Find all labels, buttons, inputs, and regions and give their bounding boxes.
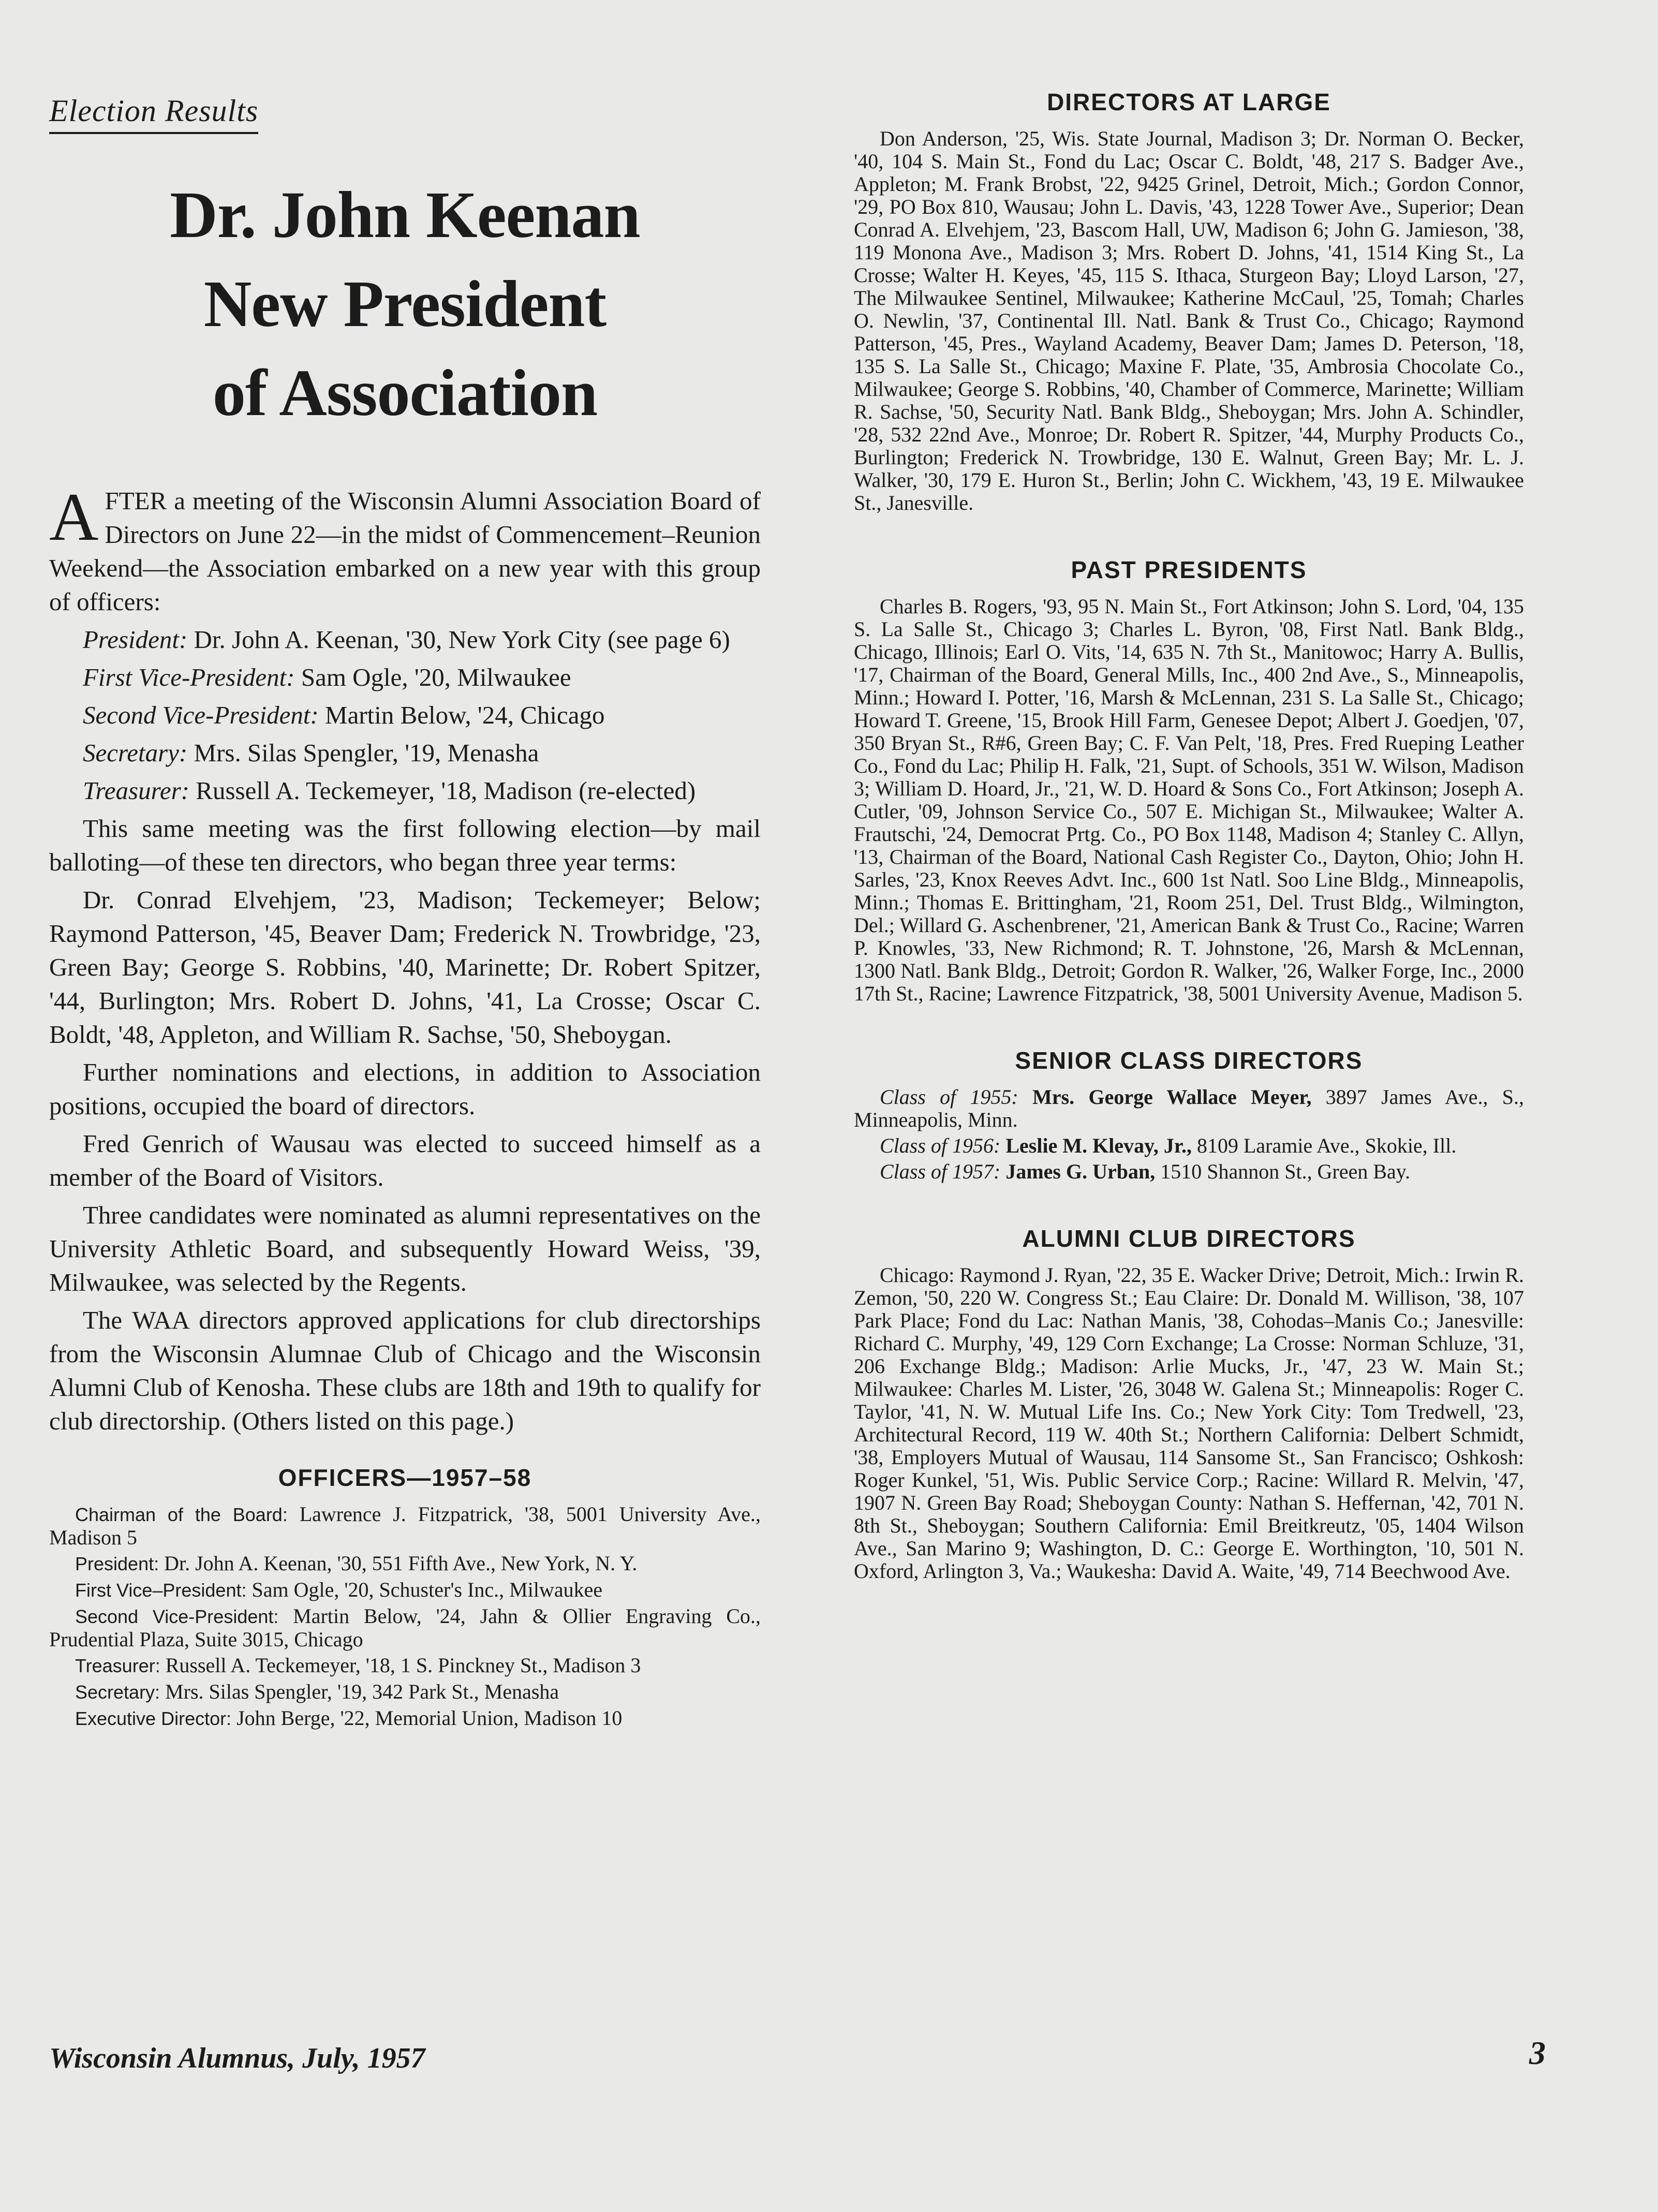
directors-at-large-text: Don Anderson, '25, Wis. State Journal, Madison 3; Dr. Norman O. Becker, '40, 104 S. Main St., Fond du Lac; Oscar C. Boldt, '48, 217 S. Badger Ave., Appleton; M. Frank Brobst, '22, 9425 Grinel, Detroit, Mich.; Gordon Connor, '29, PO Box 810, Wausau; John L. Davis, '43, 1228 Tower Ave., Superior; Dean Conrad A. Elvehjem, '23, Bascom Hall, UW, Madison 6; John G. Jamieson, '38, 119 Monona Ave., Madison 3; Mrs. Robert D. Johns, '41, 1514 King St., La Crosse; Walter H. Keyes, '45, 115 S. Ithaca, Sturgeon Bay; Lloyd Larson, '27, The Milwaukee Sentinel, Milwaukee; Katherine McCaul, '25, Tomah; Charles O. Newlin, '37, Continental Ill. Natl. Bank & Trust Co., Chicago; Raymond Patterson, '45, Pres., Wayland Academy, Beaver Dam; James D. Peterson, '18, 135 S. La Salle St., Chicago; Maxine F. Plate, '35, Ambrosia Chocolate Co., Milwaukee; George S. Robbins, '40, Chamber of Commerce, Marinette; William R. Sachse, '50, Security Natl. Bank Bldg., Sheboygan; Mrs. John A. Schindler, '28, 532 22nd Ave., Monroe; Dr. Robert R. Spitzer, '44, Murphy Products Co., Burlington; Frederick N. Trowbridge, 130 E. Walnut, Green Bay; Mr. L. J. Walker, '30, 179 E. Huron St., Berlin; John C. Wickhem, '43, 19 E. Milwaukee St., Janesville. <box>854 127 1524 514</box>
article-headline <box>49 170 761 437</box>
officer-entry <box>49 1579 761 1602</box>
intro-text: FTER a meeting of the Wisconsin Alumni Association Board of Directors on June 22—in the midst of Commencement–Reunion Weekend—the Association embarked on a new year with this group of officers: <box>49 486 761 616</box>
left-column <box>49 93 761 1733</box>
officer-entry-text: Lawrence J. Fitzpatrick, '38, 5001 University Ave., Madison 5 <box>49 1502 761 1549</box>
alumni-club-text: Chicago: Raymond J. Ryan, '22, 35 E. Wacker Drive; Detroit, Mich.: Irwin R. Zemon, '50, 220 W. Congress St.; Eau Claire: Dr. Donald M. Willison, '38, 107 Park Place; Fond du Lac: Nathan Manis, '38, Cohodas–Manis Co.; Janesville: Richard C. Murphy, '49, 129 Corn Exchange; La Crosse: Norman Schluze, '31, 206 Exchange Bldg.; Madison: Arlie Mucks, Jr., '47, 23 W. Main St.; Milwaukee: Charles M. Lister, '26, 3048 W. Galena St.; Minneapolis: Roger C. Taylor, '41, N. W. Mutual Life Ins. Co.; New York City: Tom Tredwell, '23, Architectural Record, 119 W. 40th St.; Northern California: Delbert Schmidt, '38, Employers Mutual of Wausau, 114 Sansome St., San Francisco; Oshkosh: Roger Kunkel, '51, Wis. Public Service Corp.; Racine: Willard R. Melvin, '47, 1907 N. Green Bay Road; Sheboygan County: Nathan S. Heffernan, '42, 701 N. 8th St., Sheboygan; Southern California: Emil Breitkreutz, '05, 1404 Wilson Ave., San Marino 9; Washington, D. C.: George E. Worthington, '10, 501 N. Oxford, Arlington 3, Va.; Waukesha: David A. Waite, '49, 714 Beechwood Ave. <box>854 1263 1524 1583</box>
officer-entry <box>49 1680 761 1704</box>
officer-entry <box>49 1605 761 1651</box>
officer-text: Martin Below, '24, Chicago <box>318 701 605 729</box>
officer-entry-text: Russell A. Teckemeyer, '18, 1 S. Pinckney St., Madison 3 <box>165 1654 641 1677</box>
section-kicker: Election Results <box>49 93 258 134</box>
officer-line <box>49 774 761 807</box>
senior-class-heading: SENIOR CLASS DIRECTORS <box>1015 1047 1363 1074</box>
officer-entry-text: John Berge, '22, Memorial Union, Madison 10 <box>236 1706 623 1730</box>
officer-entry-role: Executive Director: <box>75 1708 232 1729</box>
body-paragraph: This same meeting was the first following election—by mail balloting—of these ten directors, who began three year terms: <box>49 814 761 876</box>
senior-class-address: 3897 James Ave., S., Minneapolis, Minn. <box>854 1085 1524 1131</box>
officer-entry-text: Martin Below, '24, Jahn & Ollier Engraving Co., Prudential Plaza, Suite 3015, Chicago <box>49 1604 761 1651</box>
body-paragraph: Fred Genrich of Wausau was elected to succeed himself as a member of the Board of Visitors. <box>49 1129 761 1191</box>
officer-entry-role: Secretary: <box>75 1682 160 1703</box>
officer-entry <box>49 1503 761 1549</box>
senior-class-entry <box>854 1160 1524 1183</box>
senior-class-year: Class of 1956: <box>880 1134 1001 1157</box>
officer-role: President: <box>83 625 188 654</box>
officer-text: Sam Ogle, '20, Milwaukee <box>294 663 571 691</box>
headline-line-1: Dr. John Keenan <box>170 178 640 252</box>
officer-entry-role: Second Vice-President: <box>75 1606 279 1627</box>
footer-publication: Wisconsin Alumnus, July, 1957 <box>49 2042 425 2074</box>
senior-class-name: James G. Urban, <box>1005 1160 1156 1183</box>
officer-entry-role: Chairman of the Board: <box>75 1504 288 1525</box>
officers-heading: OFFICERS—1957–58 <box>278 1464 532 1491</box>
officers-list <box>49 623 761 807</box>
officer-role: Treasurer: <box>83 776 190 805</box>
headline-line-2: New President <box>203 267 606 341</box>
senior-class-entry <box>854 1134 1524 1157</box>
senior-class-year: Class of 1955: <box>880 1085 1018 1109</box>
officer-entry <box>49 1552 761 1575</box>
intro-paragraph <box>49 479 761 618</box>
officer-role: Second Vice-President: <box>83 701 319 729</box>
officer-entry-text: Dr. John A. Keenan, '30, 551 Fifth Ave., New York, N. Y. <box>164 1552 638 1575</box>
officer-role: First Vice-President: <box>83 663 295 691</box>
officer-line <box>49 623 761 656</box>
officer-entry-role: First Vice–President: <box>75 1580 247 1601</box>
drop-cap: A <box>49 479 99 555</box>
officer-text: Dr. John A. Keenan, '30, New York City (see page 6) <box>187 625 730 654</box>
officer-text: Mrs. Silas Spengler, '19, Menasha <box>187 739 539 767</box>
senior-class-year: Class of 1957: <box>880 1160 1001 1183</box>
officer-entry-role: President: <box>75 1553 159 1574</box>
body-paragraph: Dr. Conrad Elvehjem, '23, Madison; Teckemeyer; Below; Raymond Patterson, '45, Beaver Dam; Frederick N. Trowbridge, '23, Green Bay; George S. Robbins, '40, Marinette; Dr. Robert Spitzer, '44, Burlington; Mrs. Robert D. Johns, '41, La Crosse; Oscar C. Boldt, '48, Appleton, and William R. Sachse, '50, Sheboygan. <box>49 886 761 1049</box>
past-presidents-text: Charles B. Rogers, '93, 95 N. Main St., Fort Atkinson; John S. Lord, '04, 135 S. La Salle St., Chicago 3; Charles L. Byron, '08, First Natl. Bank Bldg., Chicago, Illinois; Earl O. Vits, '14, 635 N. 7th St., Manitowoc; Harry A. Bullis, '17, Chairman of the Board, General Mills, Inc., 400 2nd Ave., S., Minneapolis, Minn.; Howard I. Potter, '16, Marsh & McLennan, 231 S. La Salle St., Chicago; Howard T. Greene, '15, Brook Hill Farm, Genesee Depot; Albert J. Goedjen, '07, 350 Bryan St., R#6, Green Bay; C. F. Van Pelt, '18, Pres. Fred Rueping Leather Co., Fond du Lac; Philip H. Falk, '21, Supt. of Schools, 351 W. Wilson, Madison 3; William D. Hoard, Jr., '21, W. D. Hoard & Sons Co., Fort Atkinson; Joseph A. Cutler, '09, Johnson Service Co., 507 E. Michigan St., Milwaukee; Walter A. Frautschi, '24, Democrat Prtg. Co., PO Box 1148, Madison 4; Stanley C. Allyn, '13, Chairman of the Board, National Cash Register Co., Dayton, Ohio; John H. Sarles, '23, Knox Reeves Advt. Inc., 600 1st Natl. Soo Line Bldg., Minneapolis, Minn.; Thomas E. Brittingham, '21, Room 251, Del. Trust Bldg., Wilmington, Del.; Willard G. Aschenbrener, '21, American Bank & Trust Co., Racine; Warren P. Knowles, '33, New Richmond; R. T. Johnstone, '26, Marsh & McLennan, 1300 Natl. Bank Bldg., Detroit; Gordon R. Walker, '26, Walker Forge, Inc., 2000 17th St., Racine; Lawrence Fitzpatrick, '38, 5001 University Avenue, Madison 5. <box>854 595 1524 1005</box>
past-presidents-heading: PAST PRESIDENTS <box>1071 556 1307 583</box>
alumni-club-heading: ALUMNI CLUB DIRECTORS <box>1022 1225 1356 1252</box>
directors-at-large-heading: DIRECTORS AT LARGE <box>1047 89 1331 115</box>
officer-entry <box>49 1654 761 1677</box>
senior-class-name: Leslie M. Klevay, Jr., <box>1005 1134 1192 1157</box>
officer-entry-text: Sam Ogle, '20, Schuster's Inc., Milwaukee <box>251 1578 603 1601</box>
officer-line <box>49 698 761 732</box>
senior-class-name: Mrs. George Wallace Meyer, <box>1032 1085 1312 1109</box>
body-paragraph: The WAA directors approved applications for club directorships from the Wisconsin Alumnae Club of Chicago and the Wisconsin Alumni Club of Kenosha. These clubs are 18th and 19th to qualify for club directorship. (Others listed on this page.) <box>49 1306 761 1435</box>
officer-role: Secretary: <box>83 739 188 767</box>
headline-line-3: of Association <box>212 356 598 430</box>
senior-class-entry <box>854 1086 1524 1131</box>
officer-line <box>49 660 761 694</box>
body-paragraph: Further nominations and elections, in addition to Association positions, occupied the board of directors. <box>49 1058 761 1120</box>
officer-entry <box>49 1707 761 1730</box>
page-number: 3 <box>1529 2034 1546 2071</box>
right-column <box>854 88 1524 1583</box>
officer-line <box>49 736 761 770</box>
senior-class-address: 1510 Shannon St., Green Bay. <box>1160 1160 1411 1183</box>
senior-class-entries <box>854 1086 1524 1183</box>
officer-entry-role: Treasurer: <box>75 1655 160 1676</box>
article-paragraphs <box>49 812 761 1438</box>
officer-entry-text: Mrs. Silas Spengler, '19, 342 Park St., Menasha <box>165 1680 559 1703</box>
officers-entries <box>49 1503 761 1730</box>
body-paragraph: Three candidates were nominated as alumni representatives on the University Athletic Board, and subsequently Howard Weiss, '39, Milwaukee, was selected by the Regents. <box>49 1201 761 1296</box>
officer-text: Russell A. Teckemeyer, '18, Madison (re-elected) <box>189 776 696 805</box>
senior-class-address: 8109 Laramie Ave., Skokie, Ill. <box>1196 1134 1457 1157</box>
